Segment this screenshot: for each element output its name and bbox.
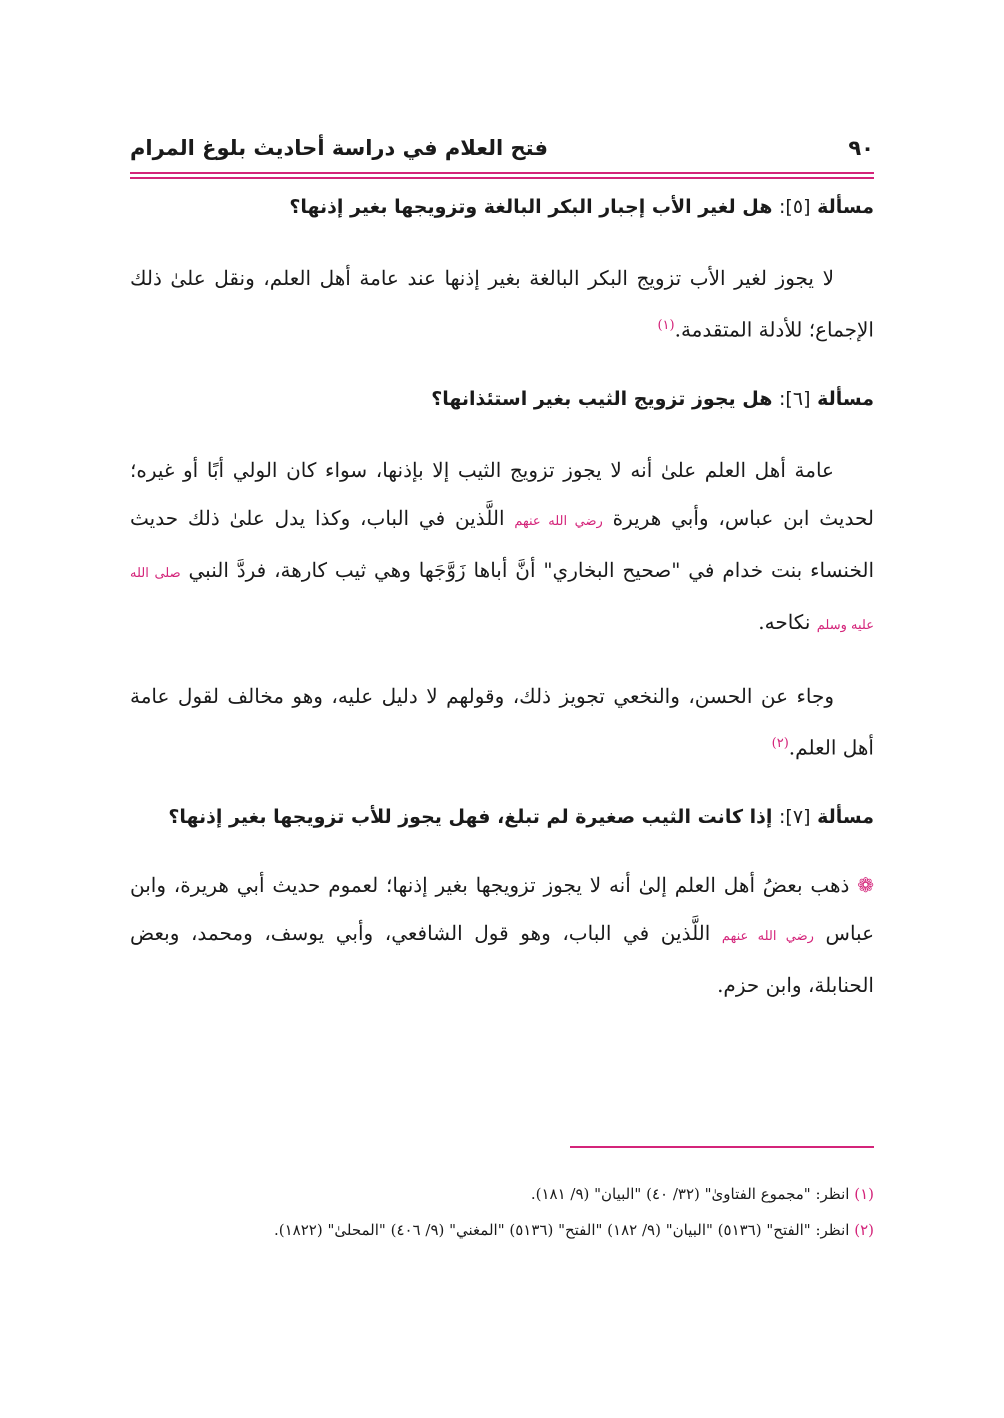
answer-5-paragraph	[130, 254, 874, 354]
header-rule-line-top	[130, 172, 874, 174]
honorific-glyph: رضي الله عنهم	[514, 513, 603, 529]
question-number: [٧]:	[779, 806, 811, 829]
question-number: [٦]:	[779, 387, 811, 410]
question-label: مسألة	[810, 806, 874, 829]
page-number: ٩٠	[848, 136, 874, 160]
flower-ornament-icon: ❁	[857, 873, 874, 898]
paragraph-text: وجاء عن الحسن، والنخعي تجويز ذلك، وقولهم لا دليل عليه، وهو مخالف لقول عامة أهل العلم.	[130, 683, 874, 760]
answer-7-paragraph	[130, 861, 874, 1009]
paragraph-text: اللَّذين في الباب، وكذا يدل علىٰ ذلك حديث الخنساء بنت خدام في "صحيح البخاري" أنَّ أباها زَوَّجَها وهي ثيب كارهة، فردَّ النبي	[130, 505, 875, 582]
question-7-heading	[130, 797, 874, 837]
honorific-glyph: صلى الله عليه وسلم	[130, 565, 874, 633]
answer-6b-paragraph	[130, 672, 874, 772]
paragraph-text: ذهب بعضُ أهل العلم إلىٰ أنه لا يجوز تزويجها بغير إذنها؛ لعموم حديث أبي هريرة، وابن عباس	[130, 873, 875, 946]
question-label: مسألة	[810, 196, 874, 218]
main-content	[130, 190, 874, 1009]
question-label: مسألة	[810, 387, 874, 410]
paragraph-text: عامة أهل العلم علىٰ أنه لا يجوز تزويج الثيب إلا بإذنها، سواء كان الولي أبًا أو غيره؛ لحديث ابن عباس، وأبي هريرة	[130, 457, 874, 530]
book-title: فتح العلام في دراسة أحاديث بلوغ المرام	[130, 136, 548, 160]
question-text: إذا كانت الثيب صغيرة لم تبلغ، فهل يجوز للأب تزويجها بغير إذنها؟	[168, 806, 780, 829]
question-text: هل لغير الأب إجبار البكر البالغة وتزويجها بغير إذنها؟	[289, 196, 780, 218]
footnote-text: انظر: "الفتح" (٥١٣٦) "البيان" (٩/ ١٨٢) "الفتح" (٥١٣٦) "المغني" (٩/ ٤٠٦) "المحلىٰ" (١٨٢٢).	[273, 1221, 855, 1239]
paragraph-text: لا يجوز لغير الأب تزويج البكر البالغة بغير إذنها عند عامة أهل العلم، ونقل علىٰ ذلك الإجماع؛ للأدلة المتقدمة.	[130, 266, 874, 342]
question-6-heading	[130, 382, 874, 416]
footnote-number: (١)	[854, 1185, 874, 1203]
header-rule-line-bottom	[130, 177, 874, 179]
question-text: هل يجوز تزويج الثيب بغير استئذانها؟	[431, 387, 780, 410]
paragraph-text: نكاحه.	[758, 609, 817, 634]
footnote-number: (٢)	[854, 1221, 874, 1239]
question-5-heading	[130, 190, 874, 224]
footnote-text: انظر: "مجموع الفتاوىٰ" (٣٢/ ٤٠) "البيان" (٩/ ١٨١).	[530, 1185, 855, 1203]
footnote-2	[130, 1214, 874, 1246]
footnote-marker-2[interactable]: (٢)	[771, 735, 789, 751]
footnotes	[130, 1178, 874, 1250]
footnote-separator	[570, 1146, 874, 1148]
question-number: [٥]:	[779, 196, 811, 218]
footnote-marker-1[interactable]: (١)	[657, 318, 675, 333]
running-header	[130, 130, 874, 170]
paragraph-text: اللَّذين في الباب، وهو قول الشافعي، وأبي يوسف، ومحمد، وبعض الحنابلة، وابن حزم.	[130, 921, 874, 998]
honorific-glyph: رضي الله عنهم	[721, 929, 814, 945]
footnote-1	[130, 1178, 874, 1210]
answer-6-paragraph	[130, 446, 874, 650]
header-rule	[130, 172, 874, 180]
